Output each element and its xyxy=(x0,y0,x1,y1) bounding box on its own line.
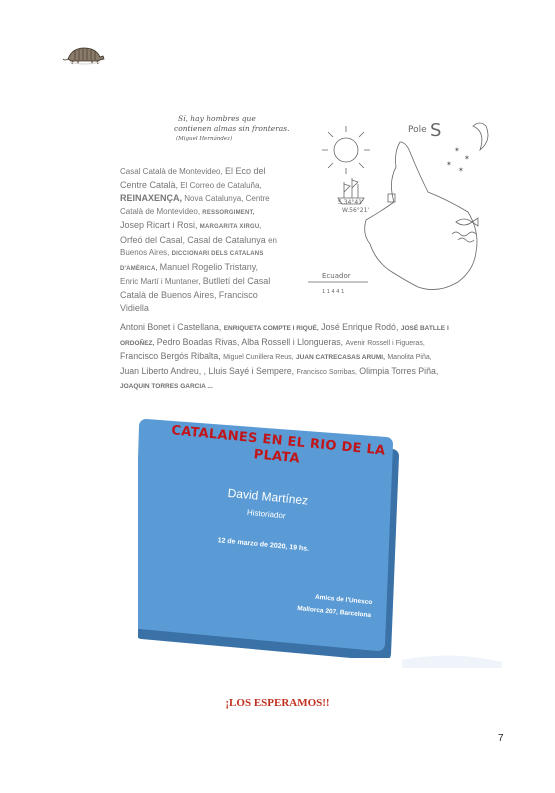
name-item: Manolita Piña, xyxy=(387,354,432,361)
card-reflection xyxy=(402,640,502,668)
name-item: El Eco del Centre Català, xyxy=(120,166,266,190)
card-date: 12 de marzo de 2020, 19 hs. xyxy=(217,537,310,553)
name-item: DICCIONARI DELS CATALANS D'AMÈRICA, xyxy=(120,251,264,272)
quote-line-1: Sí, hay hombres que xyxy=(178,114,256,123)
name-item: Manuel Rogelio Tristany, xyxy=(159,261,259,272)
name-item: MARGARITA XIRGU, xyxy=(199,224,262,230)
continent-outline xyxy=(365,142,477,290)
star-icon: ✶ xyxy=(446,160,452,168)
south-america-sketch-map xyxy=(308,112,496,305)
name-item: JUAN CATRECASAS ARUMI, xyxy=(296,354,385,361)
sun-rays xyxy=(322,126,370,174)
coord-2: W.56°21' xyxy=(342,207,370,214)
name-item: Avenir Rossell i Figueras, xyxy=(345,339,425,347)
names-list xyxy=(120,165,278,316)
name-item: Olimpia Torres Piña, xyxy=(359,365,439,376)
name-item: Enric Martí i Muntaner, xyxy=(120,277,201,286)
name-item: Casal de Catalunya xyxy=(187,234,266,245)
quote-attribution: (Miguel Hernández) xyxy=(176,136,233,142)
name-item: JOAQUIN TORRES GARCIA ... xyxy=(120,383,213,390)
pole-label: Pole xyxy=(408,125,427,135)
sun-icon xyxy=(334,138,358,162)
armadillo-logo-icon xyxy=(62,44,106,66)
name-item: JOSÉ BATLLE I ORDOÑEZ, xyxy=(120,325,449,347)
waves xyxy=(452,232,476,242)
name-item: REINAXENÇA, xyxy=(120,193,183,203)
name-item: Francisco Vidiella xyxy=(120,289,258,313)
name-item: en Buenos Aires, xyxy=(120,235,277,257)
star-icon: ✶ xyxy=(458,166,464,174)
name-item: Miguel Cunillera Reus, xyxy=(223,354,294,361)
name-item: Orfeó del Casal, xyxy=(120,234,186,245)
card-address: Mallorca 207, Barcelona xyxy=(296,605,372,620)
poster-quote xyxy=(174,114,294,144)
quote-line-2: contienen almas sin fronteras. xyxy=(174,124,290,133)
card-title: CATALANES EN EL RIO DE LA PLATA xyxy=(170,423,387,467)
star-icon: ✶ xyxy=(464,154,470,162)
card-role: Historiador xyxy=(246,507,286,521)
pole-letter: S xyxy=(430,120,442,141)
card-org xyxy=(191,579,373,622)
name-item: Pedro Boadas Rivas, Alba Rossell i Llongueras, xyxy=(156,336,344,347)
coord-1: S.34°41' xyxy=(338,199,364,206)
name-item: Butlletí del Casal Català de Buenos Aires, xyxy=(120,276,271,300)
card-org-name: Amics de l'Unesco xyxy=(314,593,373,607)
name-item: Casal Català de Montevideo, xyxy=(120,167,223,176)
name-item: RESSORGIMENT, xyxy=(202,209,255,216)
name-item: Francisco Sorribas, xyxy=(296,368,357,376)
event-card xyxy=(138,418,400,658)
fish-icon xyxy=(456,218,478,226)
moon-icon xyxy=(473,123,488,150)
name-item: Francisco Bergós Ribalta, xyxy=(120,351,221,361)
name-item: El Correo de Cataluña, xyxy=(180,180,262,190)
name-item: Nova Catalunya, Centre Català de Montevideo, xyxy=(120,194,270,216)
call-to-action: ¡LOS ESPERAMOS!! xyxy=(225,697,330,709)
names-list-2 xyxy=(120,321,450,394)
name-item: Antoni Bonet i Castellana, xyxy=(120,322,222,332)
map-bottom-note: 1 1 4 4 1 xyxy=(322,289,345,295)
star-icon: ✶ xyxy=(454,146,460,154)
name-item: Josep Ricart i Rosi, xyxy=(120,220,198,230)
card-author: David Martínez xyxy=(227,485,309,508)
name-item: José Enrique Rodó, xyxy=(321,322,399,332)
name-item: Juan Liberto Andreu, , Lluis Sayé i Sempere, xyxy=(120,365,295,376)
equator-label: Ecuador xyxy=(322,272,351,280)
page-number: 7 xyxy=(498,733,504,744)
name-item: ENRIQUETA COMPTE I RIQUÉ, xyxy=(223,325,319,332)
